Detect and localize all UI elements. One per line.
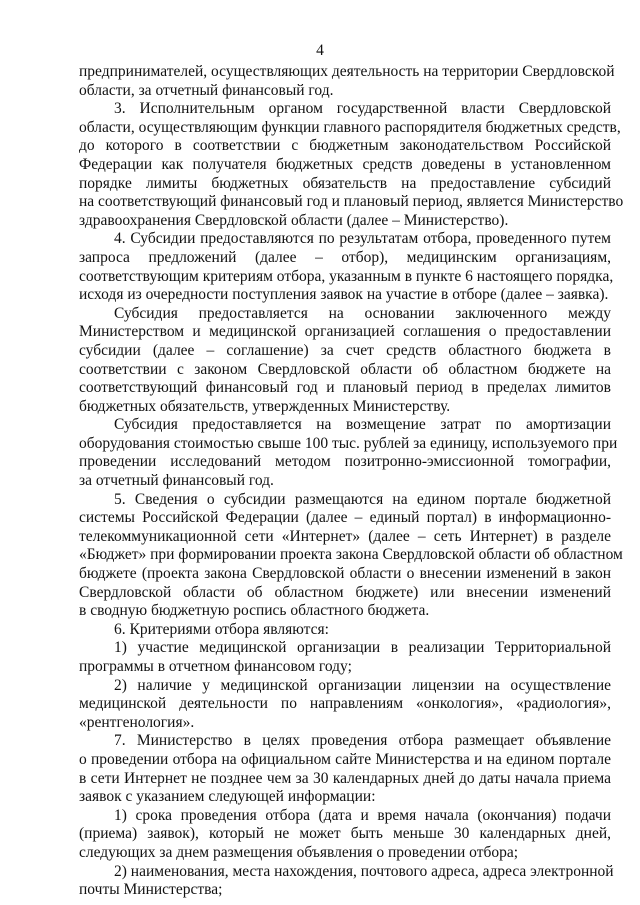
text-line: 7. Министерство в целях проведения отбора размещает объявление bbox=[114, 732, 611, 750]
paragraph bbox=[79, 621, 611, 640]
text-line: 2) наименования, места нахождения, почтового адреса, адреса электронной bbox=[114, 862, 614, 880]
text-line: исходя из очередности поступления заявок на участие в отборе (далее – заявка). bbox=[79, 286, 609, 304]
text-line: бюджете (проекта закона Свердловской области о внесении изменений в закон bbox=[79, 565, 611, 583]
text-line: за отчетный финансовый год. bbox=[79, 472, 274, 490]
text-line: на соответствующий финансовый год и плановый период, является Министерство bbox=[79, 193, 624, 211]
text-line: «Бюджет» при формировании проекта закона Свердловской области об областном bbox=[79, 546, 623, 564]
text-line: 2) наличие у медицинской организации лицензии на осуществление bbox=[114, 676, 611, 694]
text-line: в сети Интернет не позднее чем за 30 календарных дней до даты начала приема bbox=[79, 769, 611, 787]
text-line: телекоммуникационной сети «Интернет» (далее – сеть Интернет) в разделе bbox=[79, 527, 611, 545]
text-line: Министерством и медицинской организацией соглашения о предоставлении bbox=[79, 323, 611, 341]
text-line: запроса предложений (далее – отбор), медицинским организациям, bbox=[79, 248, 611, 266]
paragraph bbox=[79, 639, 611, 676]
text-line: соответствии с законом Свердловской области об областном бюджете на bbox=[79, 360, 611, 378]
text-line: проведении исследований методом позитронно-эмиссионной томографии, bbox=[79, 453, 611, 471]
paragraph bbox=[79, 100, 624, 230]
text-line: следующих за днем размещения объявления о проведении отбора; bbox=[79, 843, 519, 861]
text-line: до которого в соответствии с бюджетным законодательством Российской bbox=[79, 137, 611, 155]
text-line: в сводную бюджетную роспись областного бюджета. bbox=[79, 602, 430, 620]
paragraph bbox=[79, 862, 614, 900]
text-line: оборудования стоимостью свыше 100 тыс. рублей за единицу, используемого при bbox=[79, 434, 618, 452]
text-line: 5. Сведения о субсидии размещаются на едином портале бюджетной bbox=[114, 490, 611, 508]
text-line: соответствующим критериям отбора, указанным в пункте 6 настоящего порядка, bbox=[79, 267, 614, 285]
paragraph bbox=[79, 230, 614, 304]
paragraph bbox=[79, 732, 611, 806]
text-line: заявок с указанием следующей информации: bbox=[79, 788, 376, 806]
text-line: программы в отчетном финансовом году; bbox=[79, 658, 352, 675]
text-line: Субсидия предоставляется на основании заключенного между bbox=[114, 304, 611, 322]
paragraph bbox=[79, 677, 611, 733]
text-line: субсидии (далее – соглашение) за счет средств областного бюджета в bbox=[79, 341, 611, 359]
text-line: 6. Критериями отбора являются: bbox=[114, 620, 329, 638]
text-line: 4. Субсидии предоставляются по результатам отбора, проведенного путем bbox=[114, 230, 611, 248]
text-line: соответствующий финансовый год и плановый период в пределах лимитов bbox=[79, 379, 611, 397]
text-line: 3. Исполнительным органом государственной власти Свердловской bbox=[114, 100, 611, 118]
text-line: порядке лимиты бюджетных обязательств на предоставление субсидий bbox=[79, 174, 611, 192]
text-line: о проведении отбора на официальном сайте Министерства и на едином портале bbox=[79, 750, 611, 768]
paragraph bbox=[79, 63, 615, 100]
paragraph bbox=[79, 807, 611, 863]
text-line: предпринимателей, осуществляющих деятельность на территории Свердловской bbox=[79, 63, 615, 80]
text-line: 1) участие медицинской организации в реализации Территориальной bbox=[114, 639, 611, 657]
text-line: здравоохранения Свердловской области (далее – Министерство). bbox=[79, 211, 509, 229]
text-line: почты Министерства; bbox=[79, 881, 223, 899]
text-line: (приема) заявок), который не может быть меньше 30 календарных дней, bbox=[79, 825, 611, 843]
text-line: Субсидия предоставляется на возмещение затрат по амортизации bbox=[114, 416, 611, 434]
text-line: бюджетных обязательств, утвержденных Министерству. bbox=[79, 397, 451, 415]
paragraph bbox=[79, 416, 618, 490]
text-line: области, осуществляющим функции главного распорядителя бюджетных средств, bbox=[79, 118, 621, 136]
page-number: 4 bbox=[316, 42, 324, 59]
paragraph bbox=[79, 305, 611, 417]
text-line: «рентгенология». bbox=[79, 713, 195, 731]
text-line: области, за отчетный финансовый год. bbox=[79, 81, 334, 99]
text-line: 1) срока проведения отбора (дата и время начала (окончания) подачи bbox=[114, 806, 611, 824]
text-line: системы Российской Федерации (далее – единый портал) в информационно- bbox=[79, 509, 611, 527]
text-line: Федерации как получателя бюджетных средств доведены в установленном bbox=[79, 155, 611, 173]
text-line: Свердловской области об областном бюджете) или внесении изменений bbox=[79, 583, 611, 601]
text-line: медицинской деятельности по направлениям «онкология», «радиология», bbox=[79, 695, 611, 713]
document-body bbox=[79, 63, 624, 900]
paragraph bbox=[79, 490, 623, 621]
